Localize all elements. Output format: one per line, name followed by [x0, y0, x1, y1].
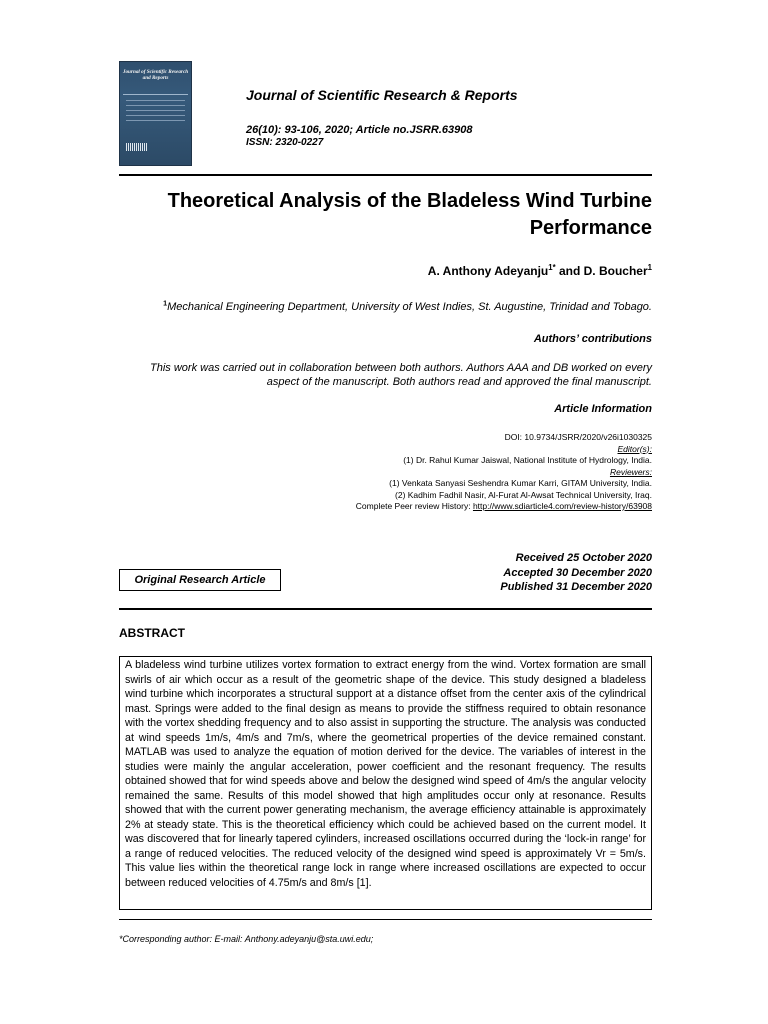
article-title: Theoretical Analysis of the Bladeless Wind Turbine Performance [167, 190, 652, 239]
affiliation [163, 301, 652, 313]
editors-label: Editor(s): [617, 443, 652, 454]
author-affiliation-mark: 1* [548, 263, 556, 272]
cover-text-lines [126, 100, 185, 125]
article-info-heading: Article Information [554, 403, 652, 415]
article-information [356, 432, 652, 513]
cover-barcode [126, 143, 148, 151]
published-date: Published 31 December 2020 [500, 581, 652, 593]
journal-issn: ISSN: 2320-0227 [246, 137, 324, 148]
reviewer-entry: (2) Kadhim Fadhil Nasir, Al-Furat Al-Awsat Technical University, Iraq. [395, 489, 652, 500]
abstract-divider [119, 608, 652, 610]
peer-review-label: Complete Peer review History: [355, 501, 473, 511]
journal-name: Journal of Scientific Research & Reports [246, 87, 518, 103]
doi: DOI: 10.9734/JSRR/2020/v26i1030325 [504, 432, 652, 442]
journal-cover-image [119, 61, 192, 166]
affiliation-mark: 1 [163, 299, 168, 308]
author-name: D. Boucher [583, 264, 648, 278]
footnote-divider [119, 919, 652, 920]
received-date: Received 25 October 2020 [515, 552, 652, 564]
header-divider [119, 174, 652, 176]
author-name: A. Anthony Adeyanju [427, 264, 549, 278]
corresponding-author-footnote: *Corresponding author: E-mail: Anthony.adeyanju@sta.uwi.edu; [119, 934, 374, 944]
publication-dates [500, 551, 652, 595]
cover-title: Journal of Scientific Research and Reports [122, 69, 189, 81]
journal-reference: 26(10): 93-106, 2020; Article no.JSRR.63908 [246, 124, 473, 136]
affiliation-text: Mechanical Engineering Department, University of West Indies, St. Augustine, Trinidad and Tobago. [167, 301, 652, 313]
author-affiliation-mark: 1 [647, 263, 652, 272]
peer-review-link[interactable]: http://www.sdiarticle4.com/review-history/63908 [472, 501, 652, 511]
cover-divider [123, 94, 188, 95]
editor-entry: (1) Dr. Rahul Kumar Jaiswal, National Institute of Hydrology, India. [403, 455, 652, 465]
abstract-text: A bladeless wind turbine utilizes vortex formation to extract energy from the wind. Vortex formation are small swirls of air which occur as a result of the geometric shape of the device. This study designed a bladeless wind turbine which incorporates a structural support at a distance offset from the center axis of the cylindrical mast. Springs were added to the final design as means to provide the stiffness required to obtain resonance with the vortex shedding frequency and to also assist in supporting the structure. The analysis was conducted at wind speeds 1m/s, 4m/s and 7m/s, where the geometrical properties of the device remained constant. MATLAB was used to analyze the equation of motion derived for the device. The variables of interest in the studies were mainly the angular acceleration, power coefficient and the resonant frequency. The results obtained showed that for wind speeds above and below the designed wind speed of 4m/s the angular velocity remained the same. Results of this model showed that high amplitudes occur only at resonance. Results showed that with the current power generating mechanism, the average efficiency attainable is approximately 2% at steady state. This is the theoretical efficiency which could be achieved based on the current model. It was discovered that for linearly tapered cylinders, increased oscillations occurred during the ‘lock-in range’ for a range of reduced velocities. The reduced velocity of the designed wind speed is approximately Vr = 5m/s. This value lies within the theoretical range lock in range where increased oscillations are expected to occur between reduced velocities of 4.75m/s and 8m/s [1]. [119, 656, 652, 910]
reviewer-entry: (1) Venkata Sanyasi Seshendra Kumar Karri, GITAM University, India. [389, 478, 652, 488]
contributions-text: This work was carried out in collaboration between both authors. Authors AAA and DB worked on every aspect of the manuscript. Both authors read and approved the final manuscript. [150, 362, 652, 388]
author-joiner: and [555, 264, 584, 278]
article-type-badge: Original Research Article [119, 569, 281, 591]
peer-review-history [356, 501, 652, 513]
reviewers-label: Reviewers: [609, 466, 652, 477]
author-list [428, 264, 652, 278]
accepted-date: Accepted 30 December 2020 [503, 566, 652, 579]
abstract-heading: ABSTRACT [119, 626, 185, 640]
contributions-heading: Authors’ contributions [533, 333, 652, 345]
